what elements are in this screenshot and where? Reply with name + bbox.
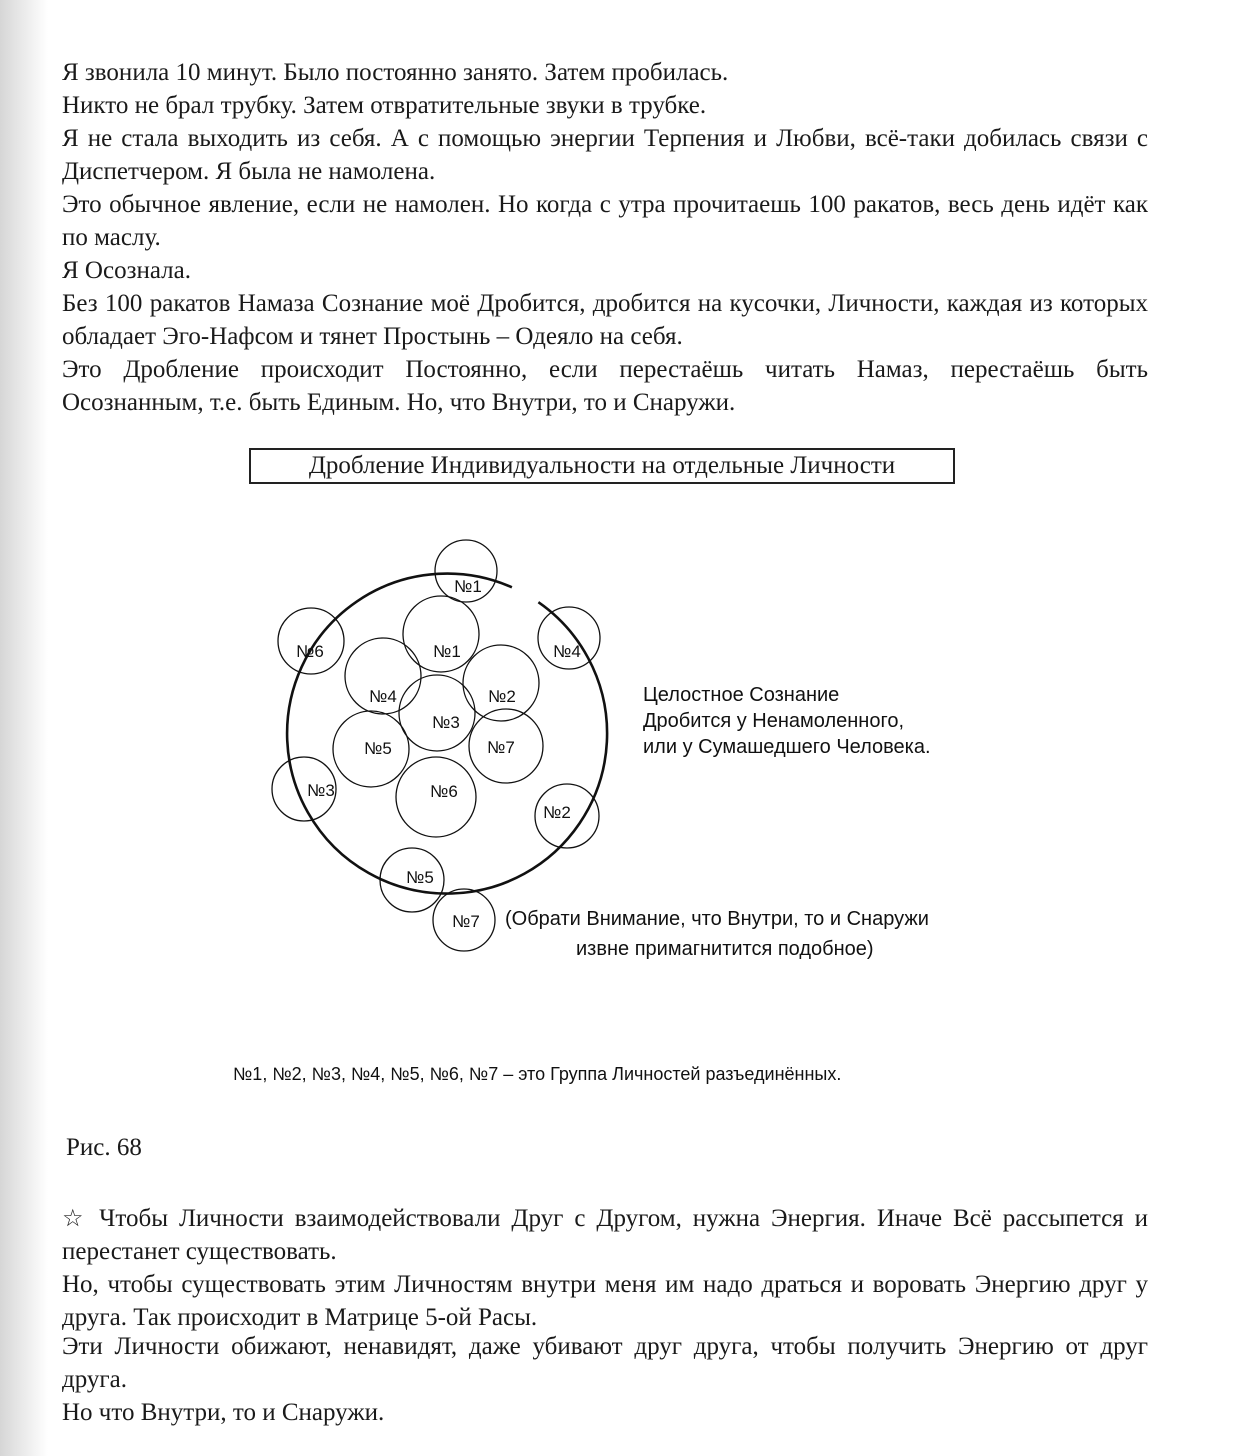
side-note-line: Дробится у Ненамоленного, xyxy=(643,710,905,732)
paragraph xyxy=(62,1202,1148,1268)
outer-label-3: №3 xyxy=(307,781,335,800)
paragraph: Я не стала выходить из себя. А с помощью энергии Терпения и Любви, всё-таки добилась связи с Диспетчером. Я была не намолена. xyxy=(62,125,1148,185)
inner-label-1: №1 xyxy=(433,642,461,661)
inner-label-7: №7 xyxy=(487,738,515,757)
whole-consciousness-circle xyxy=(287,574,607,894)
paragraph: Я Осознала. xyxy=(62,257,191,284)
diagram-title: Дробление Индивидуальности на отдельные Личности xyxy=(249,448,955,484)
paragraph: Но, чтобы существовать этим Личностям внутри меня им надо драться и воровать Энергию друг у друга. Так происходит в Матрице 5-ой Расы. xyxy=(62,1271,1148,1331)
inner-label-4: №4 xyxy=(369,687,397,706)
paragraph: Никто не брал трубку. Затем отвратительные звуки в трубке. xyxy=(62,92,707,119)
side-note xyxy=(643,682,1023,760)
outer-label-5: №5 xyxy=(406,868,434,887)
group-caption: №1, №2, №3, №4, №5, №6, №7 – это Группа Личностей разъединённых. xyxy=(233,1064,842,1084)
outer-label-4: №4 xyxy=(553,642,581,661)
paragraph: Эти Личности обижают, ненавидят, даже убивают друг друга, чтобы получить Энергию от друг друга. xyxy=(62,1333,1148,1393)
outer-label-7: №7 xyxy=(452,912,480,931)
outer-label-2: №2 xyxy=(543,803,571,822)
attention-note-line-1: (Обрати Внимание, что Внутри, то и Снаружи xyxy=(505,908,929,930)
paragraph-text: Чтобы Личности взаимодействовали Друг с Другом, нужна Энергия. Иначе Всё рассыпется и перестанет существовать. xyxy=(62,1205,1149,1265)
outer-circle-6 xyxy=(278,608,344,674)
figure-caption: Рис. 68 xyxy=(66,1134,142,1161)
paragraph: Это Дробление происходит Постоянно, если перестаёшь читать Намаз, перестаёшь быть Осознанным, т.е. быть Единым. Но, что Внутри, то и Снаружи. xyxy=(62,356,1148,416)
star-icon: ☆ xyxy=(62,1204,89,1232)
paragraph: Я звонила 10 минут. Было постоянно занято. Затем пробилась. xyxy=(62,59,729,86)
side-note-line: или у Сумашедшего Человека. xyxy=(643,736,931,758)
paragraph: Без 100 ракатов Намаза Сознание моё Дробится, дробится на кусочки, Личности, каждая из которых обладает Эго-Нафсом и тянет Простынь – Одеяло на себя. xyxy=(62,290,1148,350)
attention-note-line-2: извне примагнитится подобное) xyxy=(576,938,874,960)
inner-label-2: №2 xyxy=(488,687,516,706)
outer-label-6: №6 xyxy=(296,642,324,661)
inner-label-5: №5 xyxy=(364,739,392,758)
side-note-line: Целостное Сознание xyxy=(643,684,840,706)
inner-label-3: №3 xyxy=(432,713,460,732)
inner-label-6: №6 xyxy=(430,782,458,801)
paragraph: Но что Внутри, то и Снаружи. xyxy=(62,1399,385,1426)
outer-label-1: №1 xyxy=(454,577,482,596)
paragraph: Это обычное явление, если не намолен. Но когда с утра прочитаешь 100 ракатов, весь день идёт как по маслу. xyxy=(62,191,1148,251)
